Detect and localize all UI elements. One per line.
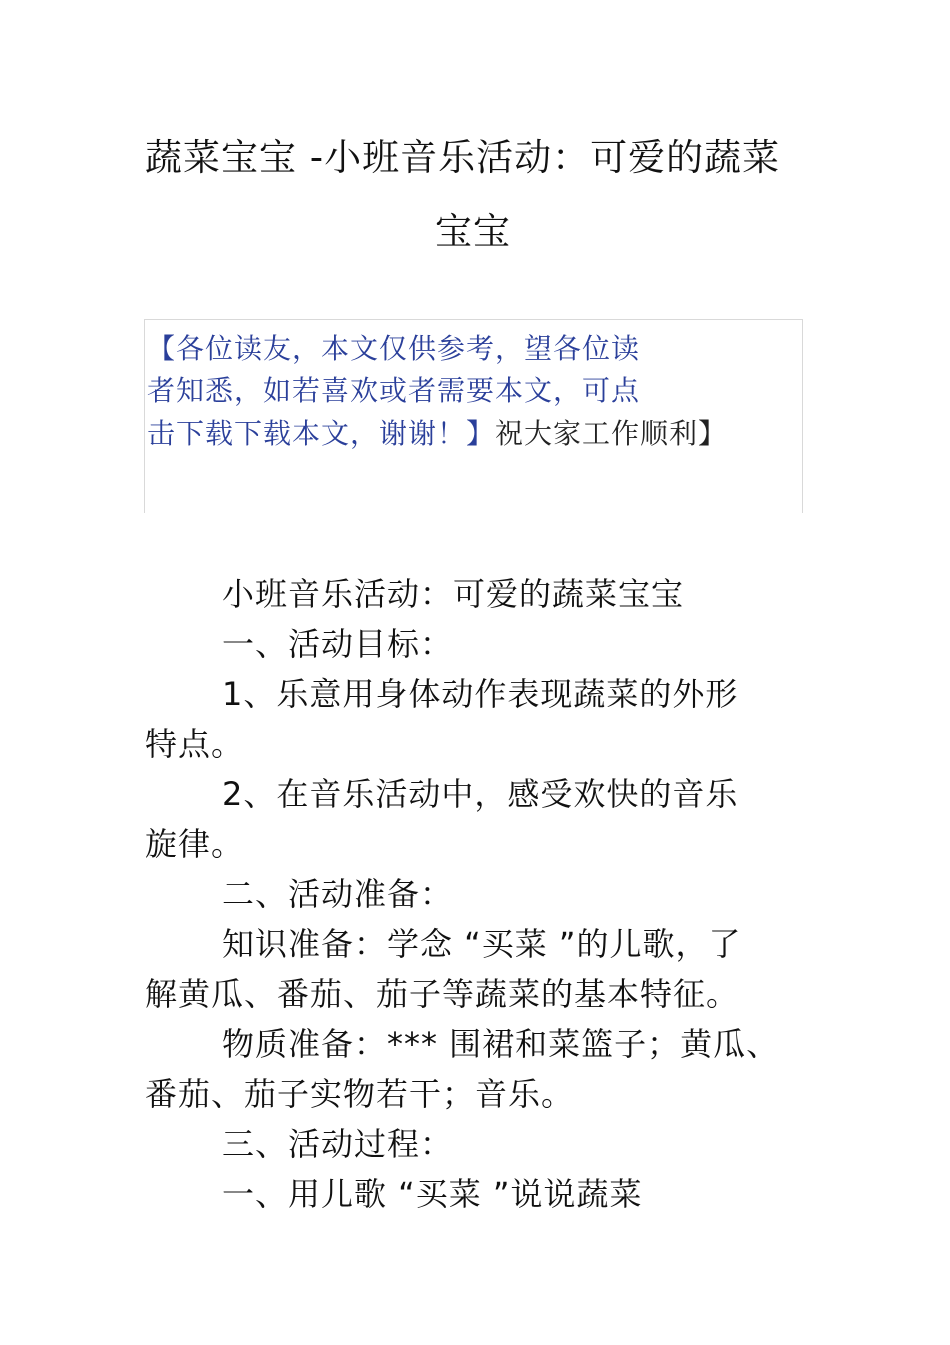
prep-material-line-2: 番茄、茄子实物若干；音乐。 xyxy=(145,1075,575,1113)
notice-download-text[interactable]: 击下载下载本文，谢谢！】 xyxy=(147,417,496,450)
prep-material-line-1: 物质准备：*** 围裙和菜篮子；黄瓜、 xyxy=(222,1025,780,1063)
section-heading-goals: 一、活动目标： xyxy=(222,625,454,663)
notice-line-3 xyxy=(147,416,727,452)
goal-2-line-1: 2、在音乐活动中，感受欢快的音乐 xyxy=(222,775,739,813)
goal-1-line-1: 1、乐意用身体动作表现蔬菜的外形 xyxy=(222,675,739,713)
notice-wish-text: 祝大家工作顺利】 xyxy=(495,417,728,450)
prep-knowledge-line-2: 解黄瓜、番茄、茄子等蔬菜的基本特征。 xyxy=(145,975,740,1013)
document-title-line-1: 蔬菜宝宝 -小班音乐活动：可爱的蔬菜 xyxy=(145,136,781,179)
notice-line-2: 者知悉，如若喜欢或者需要本文，可点 xyxy=(147,374,641,407)
document-title-line-2: 宝宝 xyxy=(435,210,511,253)
prep-knowledge-line-1: 知识准备：学念 “买菜 ”的儿歌，了 xyxy=(222,925,742,963)
section-heading-process: 三、活动过程： xyxy=(222,1125,454,1163)
goal-2-line-2: 旋律。 xyxy=(145,825,245,863)
reader-notice-box xyxy=(144,319,803,513)
goal-1-line-2: 特点。 xyxy=(145,725,245,763)
process-step-1: 一、用儿歌 “买菜 ”说说蔬菜 xyxy=(222,1175,643,1213)
content-heading: 小班音乐活动：可爱的蔬菜宝宝 xyxy=(222,575,685,613)
section-heading-preparation: 二、活动准备： xyxy=(222,875,454,913)
notice-line-1: 【各位读友，本文仅供参考，望各位读 xyxy=(147,332,641,365)
